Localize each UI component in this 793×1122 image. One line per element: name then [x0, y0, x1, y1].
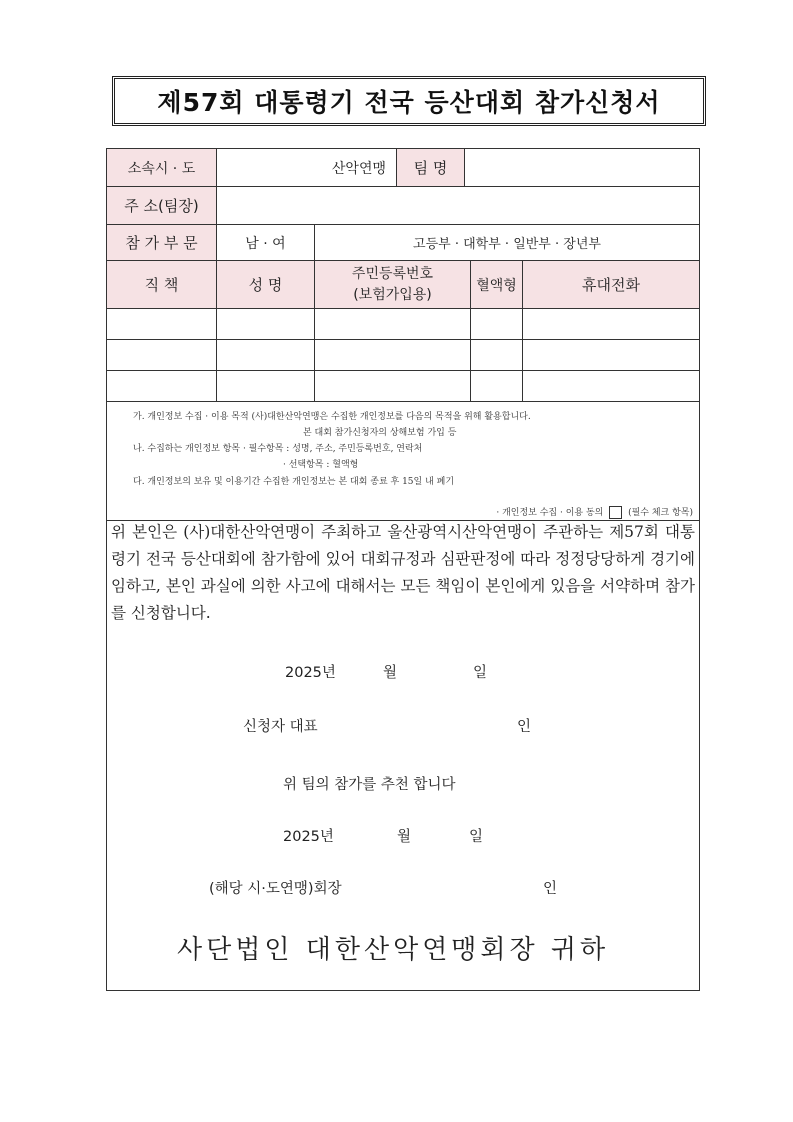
notice-purpose: 가. 개인정보 수집 · 이용 목적 (사)대한산악연맹은 수집한 개인정보를 다음의 목적을 위해 활용합니다. — [133, 412, 531, 422]
table-row — [107, 371, 699, 402]
chairman-seal: 인 — [543, 881, 558, 897]
division-value: 고등부 · 대학부 · 일반부 · 장년부 — [413, 237, 601, 252]
chairman-label: (해당 시·도연맹)회장 — [209, 881, 342, 897]
date1-year: 2025년 — [285, 665, 336, 681]
address-row — [107, 187, 699, 225]
division-field[interactable] — [315, 225, 699, 260]
member-position-cell[interactable] — [107, 309, 217, 339]
recommendation-text: 위 팀의 참가를 추천 합니다 — [283, 777, 456, 793]
consent-label: · 개인정보 수집 · 이용 동의 — [496, 508, 604, 518]
member-position-cell[interactable] — [107, 340, 217, 370]
date2-month: 월 — [397, 829, 412, 845]
privacy-notice — [107, 401, 699, 521]
member-resident-cell[interactable] — [315, 309, 471, 339]
col-resident-number — [315, 261, 471, 308]
affiliation-label: 소속시 · 도 — [107, 149, 217, 186]
col-name: 성 명 — [217, 261, 315, 308]
affiliation-field[interactable] — [217, 149, 397, 186]
table-row — [107, 340, 699, 371]
consent-required-note: (필수 체크 항목) — [628, 508, 693, 518]
application-form — [106, 148, 700, 991]
form-title — [112, 76, 706, 126]
address-label: 주 소(팀장) — [107, 187, 217, 224]
gender-field[interactable] — [217, 225, 315, 260]
addressee: 사단법인 대한산악연맹회장 귀하 — [177, 935, 610, 965]
date1-month: 월 — [383, 665, 398, 681]
applicant-seal: 인 — [517, 719, 532, 735]
member-phone-cell[interactable] — [523, 371, 699, 401]
notice-items-required: 나. 수집하는 개인정보 항목 · 필수항목 : 성명, 주소, 주민등록번호, 연락처 — [133, 444, 423, 454]
division-row — [107, 225, 699, 261]
member-blood-cell[interactable] — [471, 309, 523, 339]
member-position-cell[interactable] — [107, 371, 217, 401]
member-resident-cell[interactable] — [315, 340, 471, 370]
col-position: 직 책 — [107, 261, 217, 308]
member-phone-cell[interactable] — [523, 340, 699, 370]
affiliation-row — [107, 149, 699, 187]
member-table-header — [107, 261, 699, 309]
col-blood-type: 혈액형 — [471, 261, 523, 308]
date1-day: 일 — [473, 665, 488, 681]
date2-day: 일 — [469, 829, 484, 845]
division-label: 참 가 부 문 — [107, 225, 217, 260]
member-name-cell[interactable] — [217, 371, 315, 401]
member-blood-cell[interactable] — [471, 340, 523, 370]
gender-value: 남 · 여 — [245, 235, 286, 252]
member-resident-cell[interactable] — [315, 371, 471, 401]
date2-year: 2025년 — [283, 829, 334, 845]
team-field[interactable] — [465, 149, 699, 186]
col-resident-line2: (보험가입용) — [353, 286, 432, 303]
table-row — [107, 309, 699, 340]
member-name-cell[interactable] — [217, 340, 315, 370]
form-title-text: 제57회 대통령기 전국 등산대회 참가신청서 — [157, 88, 661, 117]
notice-purpose-detail: 본 대회 참가신청자의 상해보험 가입 등 — [303, 428, 457, 438]
consent-line — [496, 505, 693, 519]
affiliation-value: 산악연맹 — [331, 160, 386, 177]
col-resident-line1: 주민등록번호 — [351, 265, 434, 282]
notice-items-optional: · 선택항목 : 혈액형 — [283, 460, 359, 470]
member-name-cell[interactable] — [217, 309, 315, 339]
member-phone-cell[interactable] — [523, 309, 699, 339]
consent-checkbox[interactable] — [609, 506, 622, 519]
member-blood-cell[interactable] — [471, 371, 523, 401]
team-label: 팀 명 — [397, 149, 465, 186]
col-phone: 휴대전화 — [523, 261, 699, 308]
notice-retention: 다. 개인정보의 보유 및 이용기간 수집한 개인정보는 본 대회 종료 후 15일 내 폐기 — [133, 477, 455, 487]
address-field[interactable] — [217, 187, 699, 224]
pledge-paragraph: 위 본인은 (사)대한산악연맹이 주최하고 울산광역시산악연맹이 주관하는 제57회 대통령기 전국 등산대회에 참가함에 있어 대회규정과 심판판정에 따라 정정당당하게 경기에 임하고, 본인 과실에 의한 사고에 대해서는 모든 책임이 본인에게 있음을 서약하며 참가를 신청합니다. — [111, 523, 695, 622]
applicant-label: 신청자 대표 — [243, 719, 318, 735]
